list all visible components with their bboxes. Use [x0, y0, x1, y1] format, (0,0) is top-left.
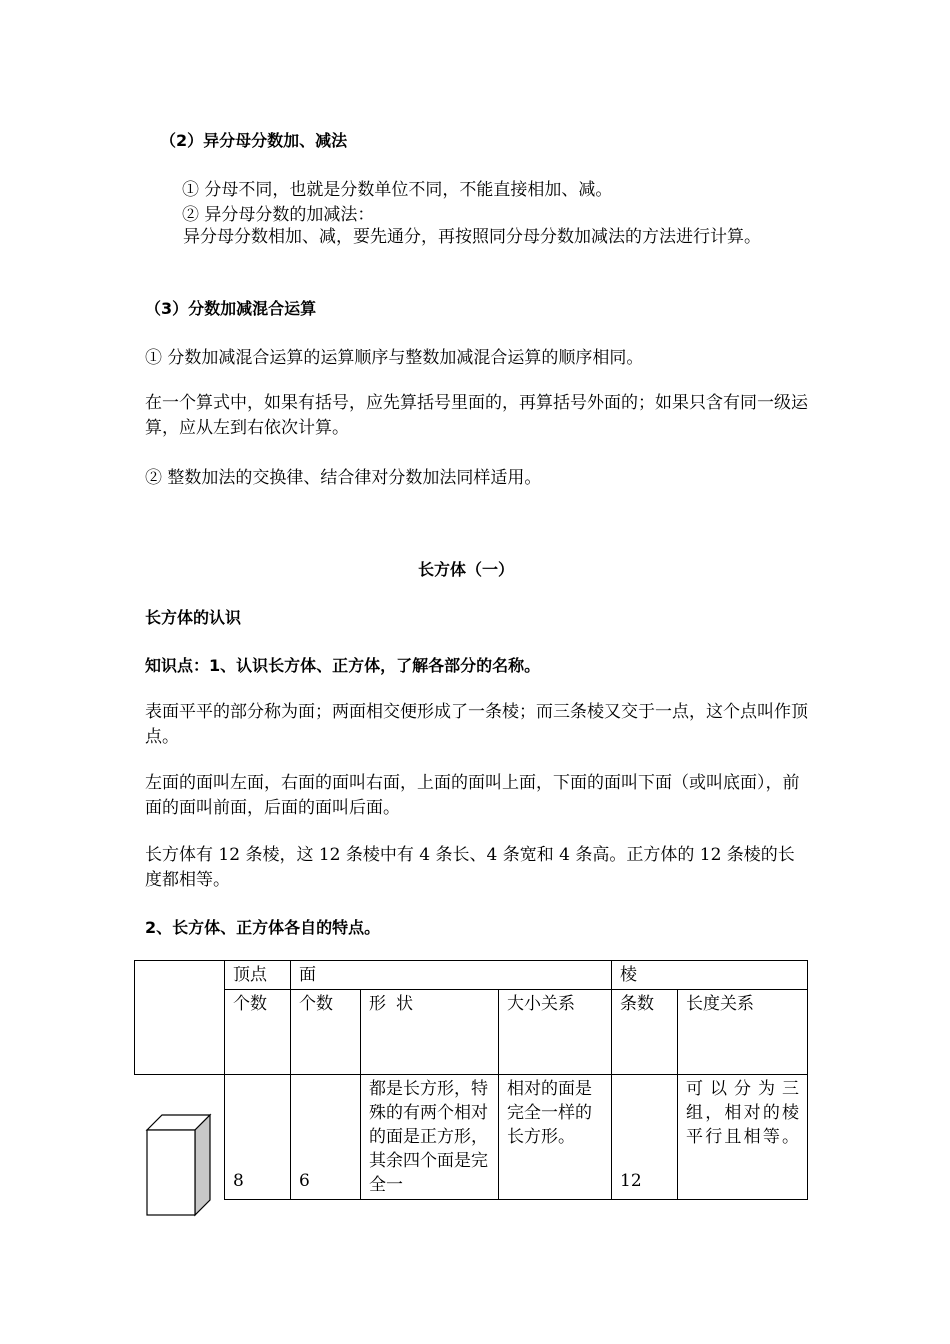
header-edge-count: 条数 [612, 990, 678, 1075]
size-desc: 相对的面是完全一样的长方形。 [499, 1075, 612, 1200]
header-vertex-count: 个数 [225, 990, 291, 1075]
list-item: ② 异分母分数的加减法： [182, 205, 375, 225]
section-heading-mixed: （3）分数加减混合运算 [145, 299, 317, 318]
header-size: 大小关系 [499, 990, 612, 1075]
header-vertex: 顶点 [225, 961, 291, 990]
table-row [135, 961, 808, 990]
length-desc: 可以分为三组，相对的棱平行且相等。 [678, 1075, 808, 1200]
chapter-title: 长方体（一） [418, 560, 515, 579]
paragraph: 表面平平的部分称为面；两面相交便形成了一条棱；而三条棱又交于一点，这个点叫作顶点。 [145, 702, 808, 747]
list-item: ① 分数加减混合运算的运算顺序与整数加减混合运算的顺序相同。 [145, 348, 644, 368]
face-count: 6 [291, 1075, 361, 1200]
header-face: 面 [291, 961, 612, 990]
cuboid-icon [140, 1108, 220, 1223]
chapter-subtitle: 长方体的认识 [145, 608, 242, 627]
paragraph: 在一个算式中，如果有括号，应先算括号里面的，再算括号外面的；如果只含有同一级运算，应从左到右依次计算。 [145, 393, 808, 438]
features-table [134, 960, 808, 1200]
section-heading-subtraction: （2）异分母分数加、减法 [160, 131, 348, 150]
vertex-count: 8 [225, 1075, 291, 1200]
table-row [135, 990, 808, 1075]
knowledge-point-2: 2、长方体、正方体各自的特点。 [145, 918, 381, 937]
header-shape: 形状 [361, 990, 499, 1075]
header-face-count: 个数 [291, 990, 361, 1075]
paragraph: 异分母分数相加、减，要先通分，再按照同分母分数加减法的方法进行计算。 [183, 227, 761, 247]
edge-count: 12 [612, 1075, 678, 1200]
knowledge-point-1: 知识点：1、认识长方体、正方体，了解各部分的名称。 [145, 656, 541, 675]
header-length: 长度关系 [678, 990, 808, 1075]
list-item: ① 分母不同，也就是分数单位不同，不能直接相加、减。 [182, 180, 613, 200]
shape-desc: 都是长方形，特殊的有两个相对的面是正方形，其余四个面是完全一 [361, 1075, 499, 1200]
header-edge: 棱 [612, 961, 808, 990]
paragraph: 长方体有 12 条棱，这 12 条棱中有 4 条长、4 条宽和 4 条高。正方体的 12 条棱的长度都相等。 [145, 845, 795, 890]
table-row [135, 1075, 808, 1200]
list-item: ② 整数加法的交换律、结合律对分数加法同样适用。 [145, 468, 542, 488]
paragraph: 左面的面叫左面，右面的面叫右面，上面的面叫上面，下面的面叫下面（或叫底面），前面的面叫前面，后面的面叫后面。 [145, 773, 800, 818]
table-cell [135, 961, 225, 1075]
